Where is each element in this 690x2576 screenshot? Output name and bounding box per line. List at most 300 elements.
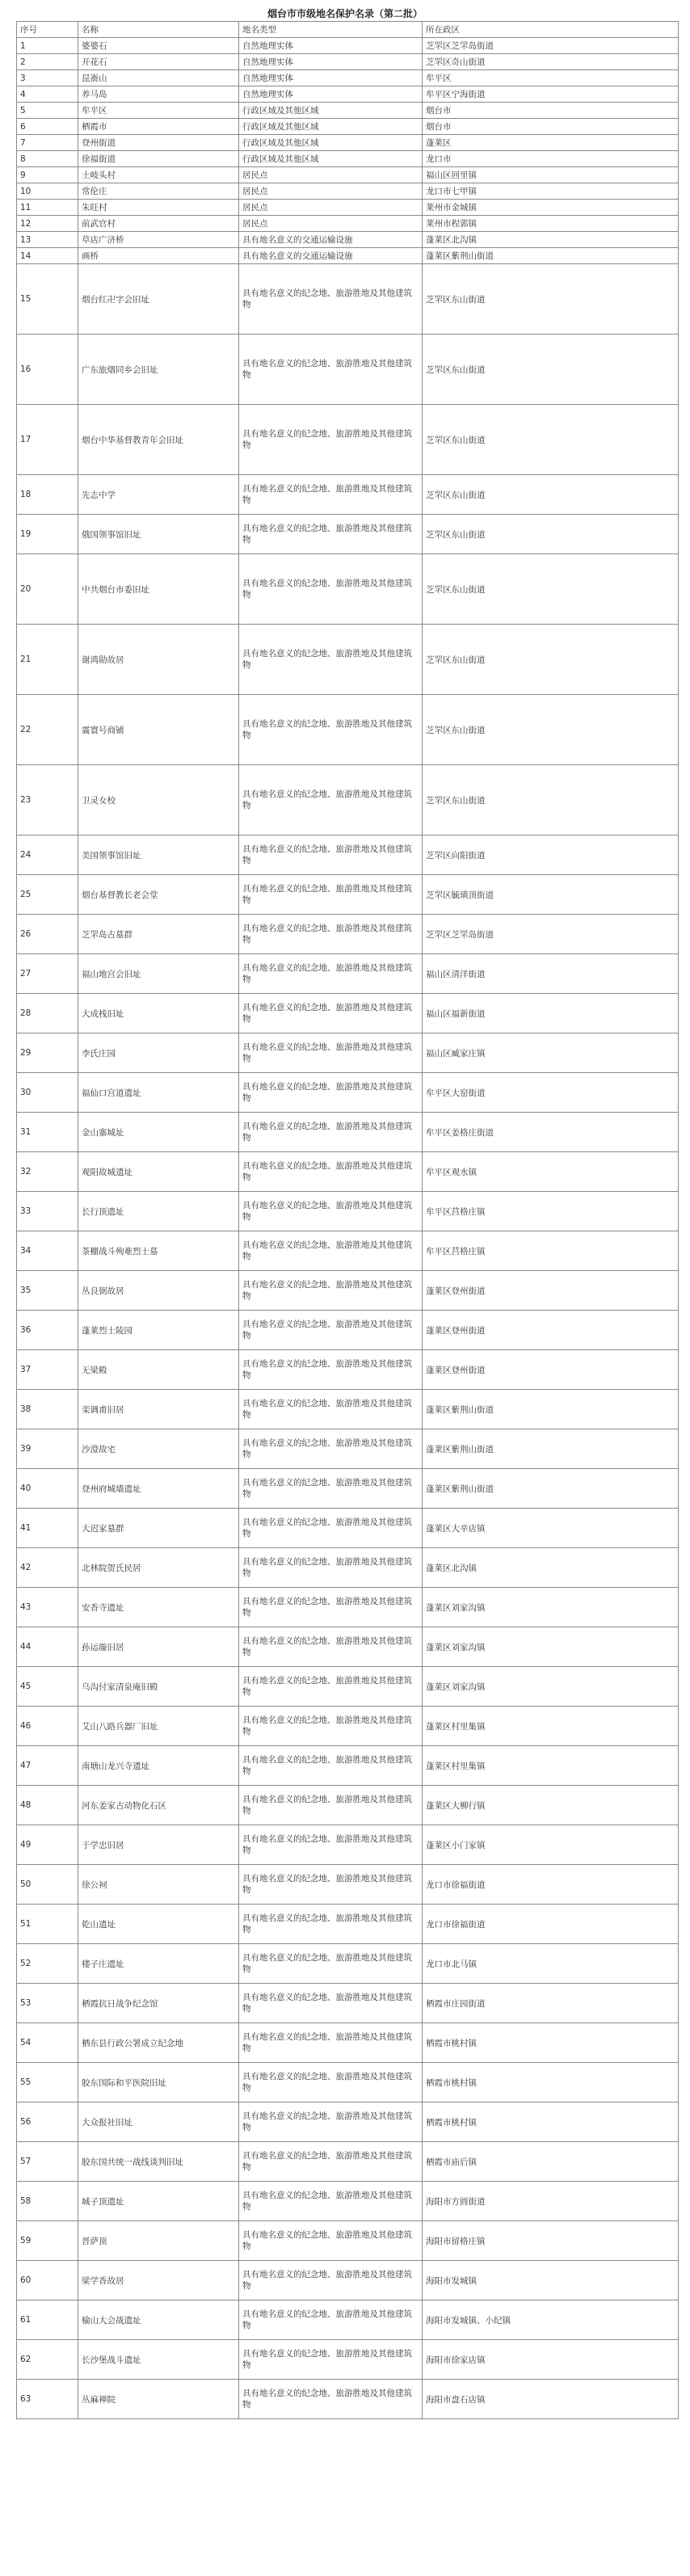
cell-name: 长沙堡战斗遗址 bbox=[78, 2340, 239, 2380]
cell-name: 茶棚战斗殉难烈士墓 bbox=[78, 1231, 239, 1271]
cell-number: 18 bbox=[17, 475, 78, 515]
cell-number: 41 bbox=[17, 1509, 78, 1548]
cell-type: 具有地名意义的纪念地、旅游胜地及其他建筑物 bbox=[239, 515, 423, 554]
cell-number: 16 bbox=[17, 335, 78, 405]
cell-number: 14 bbox=[17, 248, 78, 264]
cell-region: 龙口市北马镇 bbox=[423, 1944, 679, 1984]
cell-name: 李氏庄园 bbox=[78, 1033, 239, 1073]
cell-region: 栖霞市庙后镇 bbox=[423, 2142, 679, 2182]
cell-region: 蓬莱区紫荆山街道 bbox=[423, 1429, 679, 1469]
cell-type: 具有地名意义的纪念地、旅游胜地及其他建筑物 bbox=[239, 1390, 423, 1429]
cell-type: 具有地名意义的纪念地、旅游胜地及其他建筑物 bbox=[239, 1192, 423, 1231]
cell-number: 58 bbox=[17, 2182, 78, 2221]
cell-region: 栖霞市庄园街道 bbox=[423, 1984, 679, 2023]
cell-number: 21 bbox=[17, 625, 78, 695]
cell-name: 乾山遗址 bbox=[78, 1905, 239, 1944]
cell-region: 蓬莱区刘家沟镇 bbox=[423, 1588, 679, 1627]
table-row bbox=[17, 1865, 679, 1905]
cell-number: 61 bbox=[17, 2300, 78, 2340]
cell-name: 丛良弼故居 bbox=[78, 1271, 239, 1311]
cell-name: 艾山八路兵器厂旧址 bbox=[78, 1707, 239, 1746]
cell-type: 居民点 bbox=[239, 200, 423, 216]
cell-region: 芝罘区东山街道 bbox=[423, 475, 679, 515]
table-row bbox=[17, 2380, 679, 2419]
table-row bbox=[17, 248, 679, 264]
cell-number: 56 bbox=[17, 2102, 78, 2142]
cell-name: 中共烟台市委旧址 bbox=[78, 554, 239, 625]
cell-name: 登州府城墙遗址 bbox=[78, 1469, 239, 1509]
cell-type: 具有地名意义的纪念地、旅游胜地及其他建筑物 bbox=[239, 1113, 423, 1152]
cell-name: 观阳故城遗址 bbox=[78, 1152, 239, 1192]
cell-number: 17 bbox=[17, 405, 78, 475]
cell-region: 蓬莱区紫荆山街道 bbox=[423, 248, 679, 264]
cell-name: 烟台红卍字会旧址 bbox=[78, 264, 239, 335]
table-row bbox=[17, 2023, 679, 2063]
table-row bbox=[17, 335, 679, 405]
table-row bbox=[17, 2261, 679, 2300]
table-row bbox=[17, 54, 679, 70]
cell-type: 具有地名意义的纪念地、旅游胜地及其他建筑物 bbox=[239, 2380, 423, 2419]
cell-name: 画桥 bbox=[78, 248, 239, 264]
cell-number: 37 bbox=[17, 1350, 78, 1390]
cell-number: 29 bbox=[17, 1033, 78, 1073]
cell-name: 栖东县行政公署成立纪念地 bbox=[78, 2023, 239, 2063]
table-row bbox=[17, 1152, 679, 1192]
cell-type: 具有地名意义的纪念地、旅游胜地及其他建筑物 bbox=[239, 2340, 423, 2380]
cell-type: 具有地名意义的纪念地、旅游胜地及其他建筑物 bbox=[239, 1033, 423, 1073]
cell-number: 5 bbox=[17, 103, 78, 119]
cell-type: 具有地名意义的纪念地、旅游胜地及其他建筑物 bbox=[239, 335, 423, 405]
table-row bbox=[17, 554, 679, 625]
cell-type: 具有地名意义的纪念地、旅游胜地及其他建筑物 bbox=[239, 2182, 423, 2221]
cell-region: 烟台市 bbox=[423, 119, 679, 135]
cell-region: 芝罘区东山街道 bbox=[423, 405, 679, 475]
cell-number: 59 bbox=[17, 2221, 78, 2261]
cell-type: 具有地名意义的纪念地、旅游胜地及其他建筑物 bbox=[239, 1509, 423, 1548]
column-header-type: 地名类型 bbox=[239, 22, 423, 38]
cell-number: 7 bbox=[17, 135, 78, 151]
cell-region: 龙口市七甲镇 bbox=[423, 183, 679, 200]
cell-region: 蓬莱区村里集镇 bbox=[423, 1707, 679, 1746]
table-row bbox=[17, 264, 679, 335]
cell-number: 60 bbox=[17, 2261, 78, 2300]
cell-region: 芝罘区东山街道 bbox=[423, 554, 679, 625]
cell-number: 43 bbox=[17, 1588, 78, 1627]
cell-region: 海阳市徐家店镇 bbox=[423, 2340, 679, 2380]
cell-region: 蓬莱区小门家镇 bbox=[423, 1825, 679, 1865]
cell-type: 具有地名意义的纪念地、旅游胜地及其他建筑物 bbox=[239, 1667, 423, 1707]
table-row bbox=[17, 216, 679, 232]
cell-number: 30 bbox=[17, 1073, 78, 1113]
table-row bbox=[17, 695, 679, 765]
cell-name: 大成栈旧址 bbox=[78, 994, 239, 1033]
cell-number: 63 bbox=[17, 2380, 78, 2419]
cell-type: 具有地名意义的纪念地、旅游胜地及其他建筑物 bbox=[239, 475, 423, 515]
cell-number: 13 bbox=[17, 232, 78, 248]
cell-name: 登州街道 bbox=[78, 135, 239, 151]
cell-type: 具有地名意义的纪念地、旅游胜地及其他建筑物 bbox=[239, 915, 423, 954]
table-row bbox=[17, 1469, 679, 1509]
table-row bbox=[17, 836, 679, 875]
cell-number: 54 bbox=[17, 2023, 78, 2063]
cell-number: 4 bbox=[17, 86, 78, 103]
table-row bbox=[17, 1429, 679, 1469]
cell-region: 蓬莱区村里集镇 bbox=[423, 1746, 679, 1786]
cell-number: 11 bbox=[17, 200, 78, 216]
table-row bbox=[17, 1192, 679, 1231]
cell-name: 安香寺遗址 bbox=[78, 1588, 239, 1627]
cell-region: 芝罘区向阳街道 bbox=[423, 836, 679, 875]
cell-type: 具有地名意义的纪念地、旅游胜地及其他建筑物 bbox=[239, 1588, 423, 1627]
cell-number: 32 bbox=[17, 1152, 78, 1192]
cell-type: 具有地名意义的纪念地、旅游胜地及其他建筑物 bbox=[239, 554, 423, 625]
cell-region: 海阳市发城镇 bbox=[423, 2261, 679, 2300]
cell-type: 具有地名意义的纪念地、旅游胜地及其他建筑物 bbox=[239, 1707, 423, 1746]
cell-name: 大众报社旧址 bbox=[78, 2102, 239, 2142]
cell-region: 海阳市方圆街道 bbox=[423, 2182, 679, 2221]
cell-name: 福山地宫会旧址 bbox=[78, 954, 239, 994]
cell-number: 57 bbox=[17, 2142, 78, 2182]
cell-region: 福山区福新街道 bbox=[423, 994, 679, 1033]
cell-region: 蓬莱区登州街道 bbox=[423, 1311, 679, 1350]
cell-number: 10 bbox=[17, 183, 78, 200]
cell-type: 行政区域及其他区域 bbox=[239, 103, 423, 119]
cell-number: 25 bbox=[17, 875, 78, 915]
cell-number: 39 bbox=[17, 1429, 78, 1469]
cell-name: 婆婆石 bbox=[78, 38, 239, 54]
cell-name: 徐公祠 bbox=[78, 1865, 239, 1905]
table-row bbox=[17, 1944, 679, 1984]
cell-number: 9 bbox=[17, 167, 78, 183]
cell-type: 具有地名意义的纪念地、旅游胜地及其他建筑物 bbox=[239, 836, 423, 875]
cell-name: 城子顶遗址 bbox=[78, 2182, 239, 2221]
cell-number: 28 bbox=[17, 994, 78, 1033]
cell-name: 俄国领事馆旧址 bbox=[78, 515, 239, 554]
cell-name: 美国领事馆旧址 bbox=[78, 836, 239, 875]
cell-type: 居民点 bbox=[239, 167, 423, 183]
cell-name: 丛麻禅院 bbox=[78, 2380, 239, 2419]
cell-number: 24 bbox=[17, 836, 78, 875]
cell-name: 昆嵛山 bbox=[78, 70, 239, 86]
cell-type: 具有地名意义的纪念地、旅游胜地及其他建筑物 bbox=[239, 2221, 423, 2261]
table-row bbox=[17, 765, 679, 836]
table-row bbox=[17, 232, 679, 248]
cell-type: 具有地名意义的纪念地、旅游胜地及其他建筑物 bbox=[239, 2142, 423, 2182]
cell-region: 烟台市 bbox=[423, 103, 679, 119]
cell-number: 12 bbox=[17, 216, 78, 232]
table-row bbox=[17, 1509, 679, 1548]
cell-type: 具有地名意义的纪念地、旅游胜地及其他建筑物 bbox=[239, 1073, 423, 1113]
cell-region: 芝罘区东山街道 bbox=[423, 515, 679, 554]
cell-region: 莱州市金城镇 bbox=[423, 200, 679, 216]
cell-name: 河东姜家古动物化石区 bbox=[78, 1786, 239, 1825]
cell-name: 养马岛 bbox=[78, 86, 239, 103]
cell-type: 具有地名意义的纪念地、旅游胜地及其他建筑物 bbox=[239, 1271, 423, 1311]
cell-name: 栾调甫旧居 bbox=[78, 1390, 239, 1429]
cell-region: 芝罘区东山街道 bbox=[423, 695, 679, 765]
cell-name: 前武官村 bbox=[78, 216, 239, 232]
cell-name: 牟平区 bbox=[78, 103, 239, 119]
table-row bbox=[17, 915, 679, 954]
table-row bbox=[17, 1113, 679, 1152]
cell-type: 具有地名意义的纪念地、旅游胜地及其他建筑物 bbox=[239, 2063, 423, 2102]
table-row bbox=[17, 1786, 679, 1825]
cell-name: 楼子庄遗址 bbox=[78, 1944, 239, 1984]
cell-type: 具有地名意义的纪念地、旅游胜地及其他建筑物 bbox=[239, 1429, 423, 1469]
cell-type: 自然地理实体 bbox=[239, 38, 423, 54]
cell-type: 具有地名意义的纪念地、旅游胜地及其他建筑物 bbox=[239, 1905, 423, 1944]
cell-region: 龙口市徐福街道 bbox=[423, 1905, 679, 1944]
cell-region: 海阳市盘石店镇 bbox=[423, 2380, 679, 2419]
table-row bbox=[17, 1311, 679, 1350]
cell-type: 具有地名意义的纪念地、旅游胜地及其他建筑物 bbox=[239, 954, 423, 994]
table-row bbox=[17, 625, 679, 695]
table-row bbox=[17, 2182, 679, 2221]
cell-number: 6 bbox=[17, 119, 78, 135]
cell-number: 52 bbox=[17, 1944, 78, 1984]
cell-region: 蓬莱区大柳行镇 bbox=[423, 1786, 679, 1825]
cell-type: 具有地名意义的纪念地、旅游胜地及其他建筑物 bbox=[239, 1152, 423, 1192]
cell-region: 芝罘区东山街道 bbox=[423, 625, 679, 695]
table-row bbox=[17, 1984, 679, 2023]
table-row bbox=[17, 1825, 679, 1865]
cell-region: 牟平区姜格庄街道 bbox=[423, 1113, 679, 1152]
table-row bbox=[17, 167, 679, 183]
cell-type: 具有地名意义的纪念地、旅游胜地及其他建筑物 bbox=[239, 1746, 423, 1786]
table-row bbox=[17, 1707, 679, 1746]
table-row bbox=[17, 1231, 679, 1271]
cell-region: 蓬莱区登州街道 bbox=[423, 1271, 679, 1311]
cell-region: 牟平区宁海街道 bbox=[423, 86, 679, 103]
column-header-region: 所在政区 bbox=[423, 22, 679, 38]
cell-number: 38 bbox=[17, 1390, 78, 1429]
cell-type: 具有地名意义的纪念地、旅游胜地及其他建筑物 bbox=[239, 1548, 423, 1588]
table-row bbox=[17, 1350, 679, 1390]
cell-name: 谢鸿勋故居 bbox=[78, 625, 239, 695]
cell-region: 牟平区大窑街道 bbox=[423, 1073, 679, 1113]
cell-type: 具有地名意义的纪念地、旅游胜地及其他建筑物 bbox=[239, 264, 423, 335]
table-row bbox=[17, 1627, 679, 1667]
cell-name: 大迟家墓群 bbox=[78, 1509, 239, 1548]
table-row bbox=[17, 2102, 679, 2142]
cell-type: 具有地名意义的交通运输设施 bbox=[239, 248, 423, 264]
cell-name: 福仙口宫道遗址 bbox=[78, 1073, 239, 1113]
cell-region: 牟平区莒格庄镇 bbox=[423, 1192, 679, 1231]
cell-number: 53 bbox=[17, 1984, 78, 2023]
table-row bbox=[17, 1667, 679, 1707]
table-row bbox=[17, 86, 679, 103]
cell-name: 烟台基督教长老会堂 bbox=[78, 875, 239, 915]
cell-number: 31 bbox=[17, 1113, 78, 1152]
cell-number: 19 bbox=[17, 515, 78, 554]
cell-name: 北林院贺氏民居 bbox=[78, 1548, 239, 1588]
cell-number: 27 bbox=[17, 954, 78, 994]
cell-region: 龙口市 bbox=[423, 151, 679, 167]
cell-name: 南塘山龙兴寺遗址 bbox=[78, 1746, 239, 1786]
table-row bbox=[17, 183, 679, 200]
cell-type: 具有地名意义的纪念地、旅游胜地及其他建筑物 bbox=[239, 1944, 423, 1984]
cell-type: 行政区域及其他区域 bbox=[239, 151, 423, 167]
table-row bbox=[17, 2221, 679, 2261]
cell-number: 33 bbox=[17, 1192, 78, 1231]
cell-name: 沙澄故宅 bbox=[78, 1429, 239, 1469]
table-row bbox=[17, 135, 679, 151]
cell-type: 具有地名意义的纪念地、旅游胜地及其他建筑物 bbox=[239, 1469, 423, 1509]
table-row bbox=[17, 2142, 679, 2182]
cell-region: 蓬莱区紫荆山街道 bbox=[423, 1469, 679, 1509]
cell-name: 烟台中华基督教青年会旧址 bbox=[78, 405, 239, 475]
cell-region: 芝罘区毓璜顶街道 bbox=[423, 875, 679, 915]
place-name-table bbox=[16, 21, 679, 2419]
cell-number: 15 bbox=[17, 264, 78, 335]
cell-region: 海阳市发城镇、小纪镇 bbox=[423, 2300, 679, 2340]
table-row bbox=[17, 875, 679, 915]
cell-region: 芝罘区奇山街道 bbox=[423, 54, 679, 70]
cell-number: 44 bbox=[17, 1627, 78, 1667]
cell-number: 26 bbox=[17, 915, 78, 954]
cell-type: 具有地名意义的交通运输设施 bbox=[239, 232, 423, 248]
cell-name: 梁学香故居 bbox=[78, 2261, 239, 2300]
cell-region: 福山区清洋街道 bbox=[423, 954, 679, 994]
cell-region: 栖霞市桃村镇 bbox=[423, 2063, 679, 2102]
table-row bbox=[17, 994, 679, 1033]
cell-name: 晋萨顶 bbox=[78, 2221, 239, 2261]
table-row bbox=[17, 2063, 679, 2102]
cell-region: 蓬莱区登州街道 bbox=[423, 1350, 679, 1390]
cell-name: 乌沟付家清泉庵旧殿 bbox=[78, 1667, 239, 1707]
cell-number: 62 bbox=[17, 2340, 78, 2380]
cell-region: 蓬莱区大辛店镇 bbox=[423, 1509, 679, 1548]
table-row bbox=[17, 475, 679, 515]
cell-type: 具有地名意义的纪念地、旅游胜地及其他建筑物 bbox=[239, 1786, 423, 1825]
cell-name: 土岐头村 bbox=[78, 167, 239, 183]
table-row bbox=[17, 405, 679, 475]
cell-region: 蓬莱区紫荆山街道 bbox=[423, 1390, 679, 1429]
cell-type: 具有地名意义的纪念地、旅游胜地及其他建筑物 bbox=[239, 1984, 423, 2023]
cell-number: 8 bbox=[17, 151, 78, 167]
cell-name: 无梁殿 bbox=[78, 1350, 239, 1390]
cell-region: 栖霞市桃村镇 bbox=[423, 2023, 679, 2063]
cell-number: 34 bbox=[17, 1231, 78, 1271]
table-header-row bbox=[17, 22, 679, 38]
cell-region: 蓬莱区 bbox=[423, 135, 679, 151]
cell-type: 具有地名意义的纪念地、旅游胜地及其他建筑物 bbox=[239, 1865, 423, 1905]
cell-region: 芝罘区东山街道 bbox=[423, 264, 679, 335]
cell-type: 自然地理实体 bbox=[239, 86, 423, 103]
table-row bbox=[17, 2300, 679, 2340]
cell-name: 芝罘岛古墓群 bbox=[78, 915, 239, 954]
cell-type: 具有地名意义的纪念地、旅游胜地及其他建筑物 bbox=[239, 625, 423, 695]
cell-type: 具有地名意义的纪念地、旅游胜地及其他建筑物 bbox=[239, 1627, 423, 1667]
cell-region: 牟平区 bbox=[423, 70, 679, 86]
cell-name: 卫灵女校 bbox=[78, 765, 239, 836]
cell-number: 36 bbox=[17, 1311, 78, 1350]
cell-type: 具有地名意义的纪念地、旅游胜地及其他建筑物 bbox=[239, 2300, 423, 2340]
cell-type: 自然地理实体 bbox=[239, 70, 423, 86]
table-row bbox=[17, 1746, 679, 1786]
cell-number: 22 bbox=[17, 695, 78, 765]
cell-number: 45 bbox=[17, 1667, 78, 1707]
cell-number: 20 bbox=[17, 554, 78, 625]
cell-number: 2 bbox=[17, 54, 78, 70]
cell-region: 龙口市徐福街道 bbox=[423, 1865, 679, 1905]
table-row bbox=[17, 119, 679, 135]
cell-number: 40 bbox=[17, 1469, 78, 1509]
cell-region: 福山区臧家庄镇 bbox=[423, 1033, 679, 1073]
table-row bbox=[17, 954, 679, 994]
cell-number: 48 bbox=[17, 1786, 78, 1825]
cell-region: 牟平区莒格庄镇 bbox=[423, 1231, 679, 1271]
table-row bbox=[17, 1905, 679, 1944]
cell-type: 具有地名意义的纪念地、旅游胜地及其他建筑物 bbox=[239, 765, 423, 836]
cell-number: 23 bbox=[17, 765, 78, 836]
document-title: 烟台市市级地名保护名录（第二批） bbox=[267, 8, 423, 19]
cell-region: 牟平区观水镇 bbox=[423, 1152, 679, 1192]
table-row bbox=[17, 151, 679, 167]
cell-region: 芝罘区东山街道 bbox=[423, 335, 679, 405]
table-row bbox=[17, 103, 679, 119]
cell-name: 先志中学 bbox=[78, 475, 239, 515]
cell-name: 榆山大会战遗址 bbox=[78, 2300, 239, 2340]
cell-name: 胶东国共统一战线谈判旧址 bbox=[78, 2142, 239, 2182]
cell-type: 具有地名意义的纪念地、旅游胜地及其他建筑物 bbox=[239, 1825, 423, 1865]
cell-region: 蓬莱区刘家沟镇 bbox=[423, 1667, 679, 1707]
table-row bbox=[17, 2340, 679, 2380]
cell-type: 具有地名意义的纪念地、旅游胜地及其他建筑物 bbox=[239, 875, 423, 915]
cell-region: 芝罘区芝罘岛街道 bbox=[423, 38, 679, 54]
cell-region: 芝罘区芝罘岛街道 bbox=[423, 915, 679, 954]
cell-type: 具有地名意义的纪念地、旅游胜地及其他建筑物 bbox=[239, 1350, 423, 1390]
cell-type: 具有地名意义的纪念地、旅游胜地及其他建筑物 bbox=[239, 2023, 423, 2063]
cell-name: 草店广济桥 bbox=[78, 232, 239, 248]
cell-region: 栖霞市桃村镇 bbox=[423, 2102, 679, 2142]
cell-type: 行政区域及其他区域 bbox=[239, 135, 423, 151]
cell-number: 47 bbox=[17, 1746, 78, 1786]
cell-number: 55 bbox=[17, 2063, 78, 2102]
cell-region: 蓬莱区北沟镇 bbox=[423, 1548, 679, 1588]
table-row bbox=[17, 515, 679, 554]
cell-name: 金山寨城址 bbox=[78, 1113, 239, 1152]
cell-type: 具有地名意义的纪念地、旅游胜地及其他建筑物 bbox=[239, 994, 423, 1033]
cell-region: 海阳市留格庄镇 bbox=[423, 2221, 679, 2261]
cell-number: 46 bbox=[17, 1707, 78, 1746]
cell-type: 具有地名意义的纪念地、旅游胜地及其他建筑物 bbox=[239, 695, 423, 765]
cell-name: 孙运璇旧居 bbox=[78, 1627, 239, 1667]
cell-region: 芝罘区东山街道 bbox=[423, 765, 679, 836]
cell-name: 常伦庄 bbox=[78, 183, 239, 200]
cell-type: 居民点 bbox=[239, 183, 423, 200]
cell-name: 长行顶遗址 bbox=[78, 1192, 239, 1231]
cell-type: 具有地名意义的纪念地、旅游胜地及其他建筑物 bbox=[239, 2261, 423, 2300]
cell-name: 徐福街道 bbox=[78, 151, 239, 167]
cell-name: 开花石 bbox=[78, 54, 239, 70]
cell-number: 50 bbox=[17, 1865, 78, 1905]
column-header-number: 序号 bbox=[17, 22, 78, 38]
cell-region: 蓬莱区刘家沟镇 bbox=[423, 1627, 679, 1667]
table-body bbox=[17, 38, 679, 2419]
cell-name: 朱旺村 bbox=[78, 200, 239, 216]
table-row bbox=[17, 38, 679, 54]
cell-number: 51 bbox=[17, 1905, 78, 1944]
cell-type: 具有地名意义的纪念地、旅游胜地及其他建筑物 bbox=[239, 1231, 423, 1271]
cell-type: 具有地名意义的纪念地、旅游胜地及其他建筑物 bbox=[239, 2102, 423, 2142]
table-row bbox=[17, 200, 679, 216]
cell-name: 栖霞抗日战争纪念馆 bbox=[78, 1984, 239, 2023]
cell-name: 胶东国际和平医院旧址 bbox=[78, 2063, 239, 2102]
cell-number: 3 bbox=[17, 70, 78, 86]
cell-number: 1 bbox=[17, 38, 78, 54]
cell-region: 福山区回里镇 bbox=[423, 167, 679, 183]
